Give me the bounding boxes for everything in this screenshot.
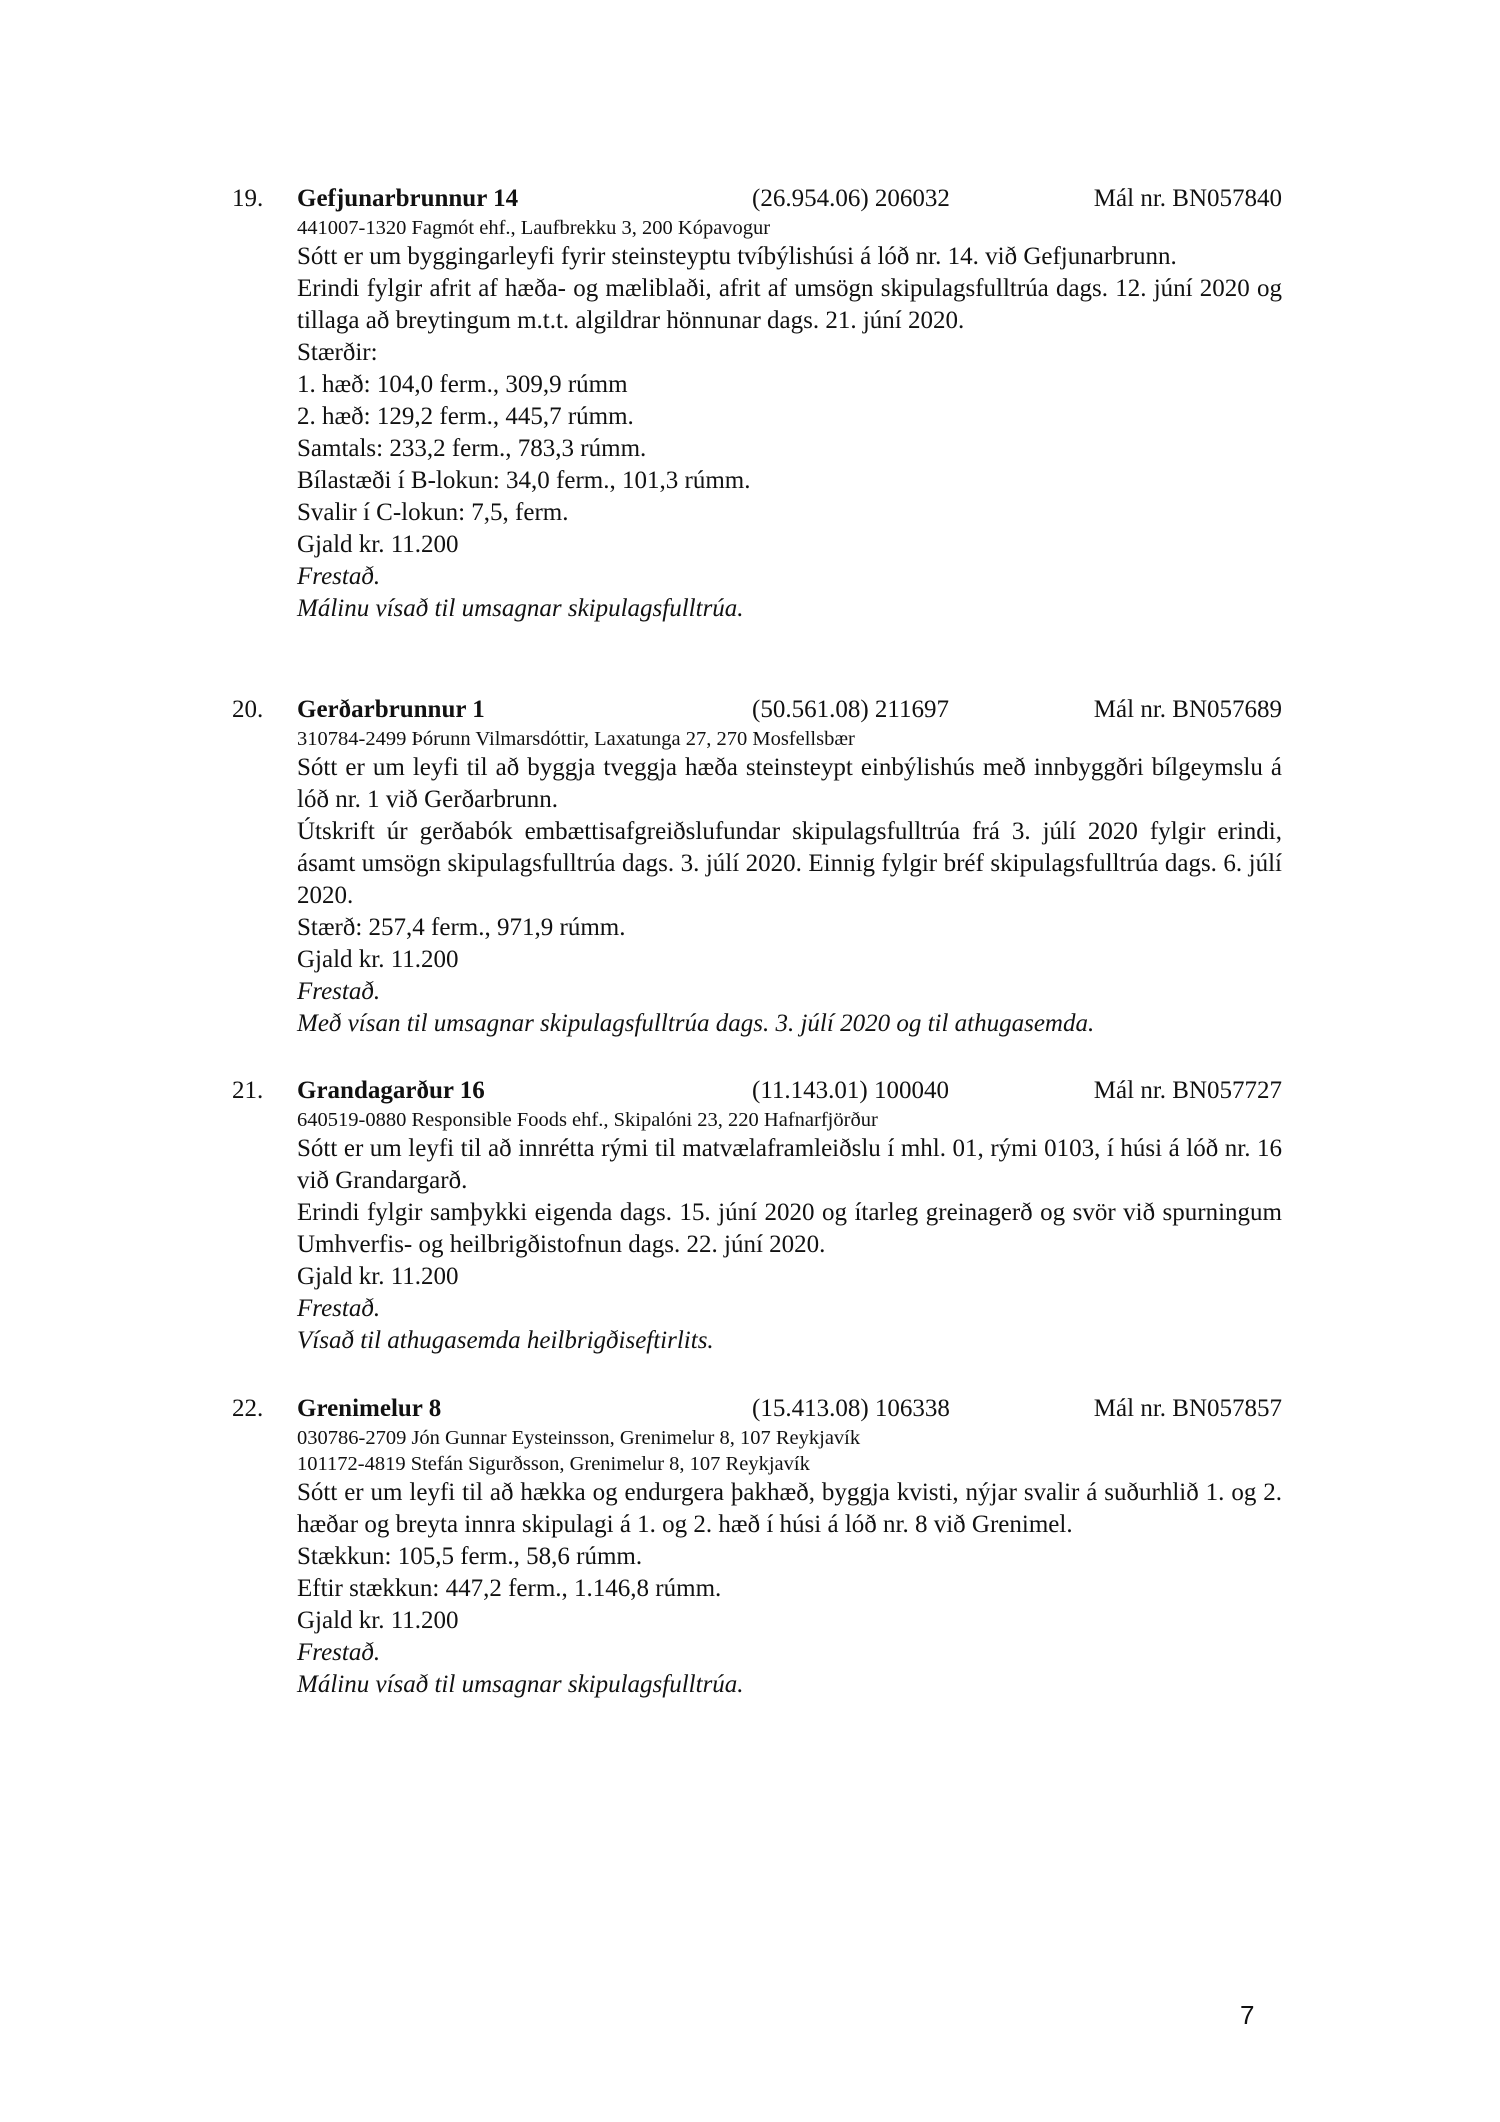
case-item (232, 1075, 1282, 1357)
remark: Málinu vísað til umsagnar skipulagsfulltrúa. (297, 1671, 744, 1698)
decision: Frestað. (297, 1639, 381, 1666)
applicant: 640519-0880 Responsible Foods ehf., Skipalóni 23, 220 Hafnarfjörður (297, 1109, 878, 1131)
applicant: 441007-1320 Fagmót ehf., Laufbrekku 3, 200 Kópavogur (297, 217, 771, 239)
fee: Gjald kr. 11.200 (297, 531, 459, 558)
fee: Gjald kr. 11.200 (297, 1607, 459, 1634)
description: Sótt er um byggingarleyfi fyrir steinsteyptu tvíbýlishúsi á lóð nr. 14. við Gefjunarbrunn. (297, 243, 1177, 270)
attachments: Erindi fylgir afrit af hæða- og mæliblaði, afrit af umsögn skipulagsfulltrúa dags. 12. júní 2020 og tillaga að breytingum m.t.t. algildrar hönnunar dags. 21. júní 2020. (297, 275, 1282, 334)
applicant: 030786-2709 Jón Gunnar Eysteinsson, Grenimelur 8, 107 Reykjavík (297, 1427, 861, 1449)
case-item (232, 1393, 1282, 1701)
attachments: Útskrift úr gerðabók embættisafgreiðslufundar skipulagsfulltrúa frá 3. júlí 2020 fylgir erindi, ásamt umsögn skipulagsfulltrúa dags. 3. júlí 2020. Einnig fylgir bréf skipulagsfulltrúa dags. 6. júlí 2020. (297, 818, 1282, 909)
case-header (232, 1393, 1282, 1425)
case-item (232, 694, 1282, 1040)
plot-number: (11.143.01) 100040 (752, 1077, 949, 1104)
case-number: Mál nr. BN057840 (1093, 185, 1282, 212)
plot-number: (26.954.06) 206032 (752, 185, 950, 212)
decision: Frestað. (297, 978, 381, 1005)
case-header (232, 694, 1282, 726)
case-item (232, 183, 1282, 625)
address: Grenimelur 8 (297, 1395, 442, 1422)
item-number: 19. (232, 185, 264, 212)
decision: Frestað. (297, 563, 381, 590)
case-number: Mál nr. BN057727 (1093, 1077, 1282, 1104)
case-body (297, 1107, 1282, 1357)
address: Gefjunarbrunnur 14 (297, 185, 519, 212)
fee: Gjald kr. 11.200 (297, 946, 459, 973)
plot-number: (15.413.08) 106338 (752, 1395, 950, 1422)
detail-line: 1. hæð: 104,0 ferm., 309,9 rúmm (297, 371, 628, 398)
case-body (297, 726, 1282, 1040)
detail-line: Stækkun: 105,5 ferm., 58,6 rúmm. (297, 1543, 643, 1570)
detail-line: Eftir stækkun: 447,2 ferm., 1.146,8 rúmm. (297, 1575, 722, 1602)
remark: Málinu vísað til umsagnar skipulagsfulltrúa. (297, 595, 744, 622)
plot-number: (50.561.08) 211697 (752, 696, 949, 723)
remark: Með vísan til umsagnar skipulagsfulltrúa dags. 3. júlí 2020 og til athugasemda. (297, 1010, 1095, 1037)
item-number: 20. (232, 696, 264, 723)
page-number: 7 (1240, 2000, 1255, 2030)
detail-line: 2. hæð: 129,2 ferm., 445,7 rúmm. (297, 403, 634, 430)
case-body (297, 215, 1282, 625)
decision: Frestað. (297, 1295, 381, 1322)
applicant: 310784-2499 Þórunn Vilmarsdóttir, Laxatunga 27, 270 Mosfellsbær (297, 728, 855, 750)
detail-line: Stærð: 257,4 ferm., 971,9 rúmm. (297, 914, 626, 941)
description: Sótt er um leyfi til að byggja tveggja hæða steinsteypt einbýlishús með innbyggðri bílgeymslu á lóð nr. 1 við Gerðarbrunn. (297, 754, 1282, 813)
detail-line: Stærðir: (297, 339, 378, 366)
detail-line: Samtals: 233,2 ferm., 783,3 rúmm. (297, 435, 647, 462)
case-number: Mál nr. BN057689 (1093, 696, 1282, 723)
case-header (232, 1075, 1282, 1107)
address: Grandagarður 16 (297, 1077, 485, 1104)
attachments: Erindi fylgir samþykki eigenda dags. 15. júní 2020 og ítarleg greinagerð og svör við spurningum Umhverfis- og heilbrigðistofnun dags. 22. júní 2020. (297, 1199, 1282, 1258)
remark: Vísað til athugasemda heilbrigðiseftirlits. (297, 1327, 714, 1354)
detail-line: Bílastæði í B-lokun: 34,0 ferm., 101,3 rúmm. (297, 467, 751, 494)
case-number: Mál nr. BN057857 (1093, 1395, 1282, 1422)
case-body (297, 1425, 1282, 1701)
case-header (232, 183, 1282, 215)
address: Gerðarbrunnur 1 (297, 696, 485, 723)
detail-line: Svalir í C-lokun: 7,5, ferm. (297, 499, 569, 526)
description: Sótt er um leyfi til að hækka og endurgera þakhæð, byggja kvisti, nýjar svalir á suðurhlið 1. og 2. hæðar og breyta innra skipulagi á 1. og 2. hæð í húsi á lóð nr. 8 við Grenimel. (297, 1479, 1282, 1538)
item-number: 21. (232, 1077, 264, 1104)
description: Sótt er um leyfi til að innrétta rými til matvælaframleiðslu í mhl. 01, rými 0103, í húsi á lóð nr. 16 við Grandargarð. (297, 1135, 1282, 1194)
applicant: 101172-4819 Stefán Sigurðsson, Grenimelur 8, 107 Reykjavík (297, 1453, 810, 1475)
item-number: 22. (232, 1395, 264, 1422)
fee: Gjald kr. 11.200 (297, 1263, 459, 1290)
